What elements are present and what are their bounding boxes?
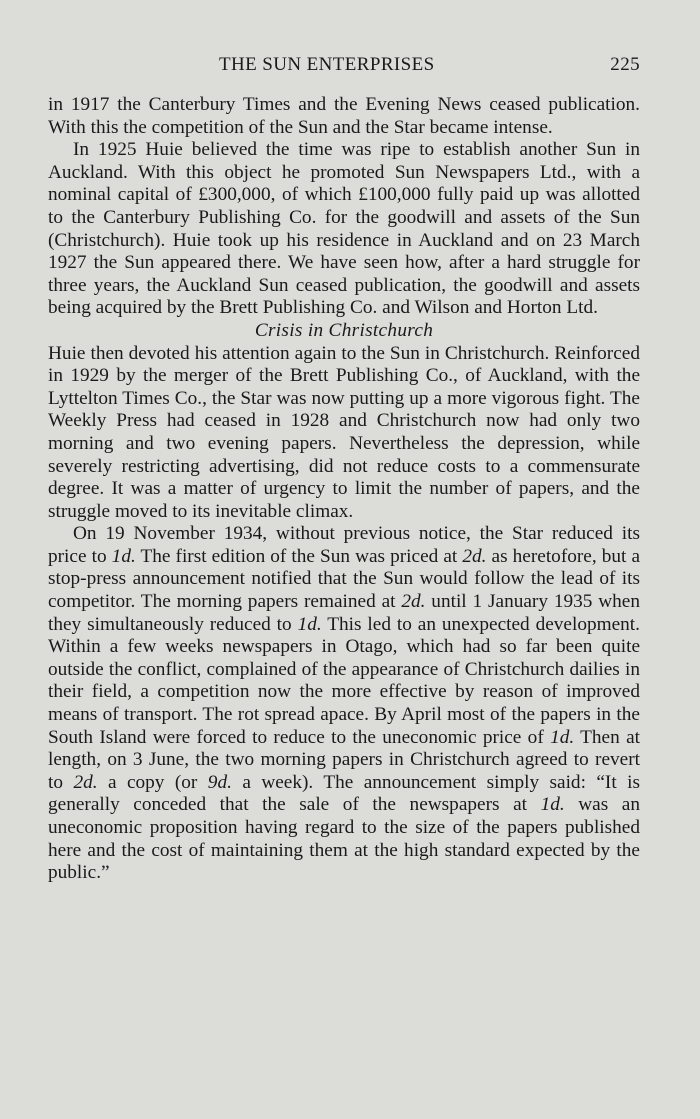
running-head-title: THE SUN ENTERPRISES — [219, 54, 435, 75]
paragraph-price-war: On 19 November 1934, without previous notice, the Star reduced its price to 1d. The first edition of the Sun was priced at 2d. as heretofore, but a stop-press announcement notified that the Sun would follow the lead of its competitor. The morning papers remained at 2d. until 1 January 1935 when they simultaneously reduced to 1d. This led to an unexpected development. Within a few weeks newspapers in Otago, which had so far been quite outside the conflict, complained of the appearance of Christchurch dailies in their field, a competition now the more effective by reason of improved means of transport. The rot spread apace. By April most of the papers in the South Island were forced to reduce to the uneconomic price of 1d. Then at length, on 3 June, the two morning papers in Christchurch agreed to revert to 2d. a copy (or 9d. a week). The announcement simply said: “It is generally conceded that the sale of the newspapers at 1d. was an uneconomic proposition having regard to the size of the papers published here and the cost of maintaining them at the high standard expected by the public.” — [48, 523, 640, 884]
section-heading: Crisis in Christchurch — [254, 319, 434, 341]
currency-amount: 9d. — [207, 771, 232, 793]
currency-amount: 1d. — [297, 613, 322, 635]
page-number: 225 — [610, 54, 640, 75]
currency-amount: 2d. — [462, 545, 487, 567]
currency-amount: 2d. — [401, 591, 426, 613]
paragraph-continued: in 1917 the Canterbury Times and the Evening News ceased publication. With this the competition of the Sun and the Star became intense. — [48, 94, 640, 138]
currency-amount: 1d. — [540, 794, 565, 816]
paragraph-auckland-sun: In 1925 Huie believed the time was ripe to establish another Sun in Auckland. With this object he promoted Sun Newspapers Ltd., with a nominal capital of £300,000, of which £100,000 fully paid up was allotted to the Canterbury Publishing Co. for the goodwill and assets of the Sun (Christchurch). Huie took up his residence in Auckland and on 23 March 1927 the Sun appeared there. We have seen how, after a hard struggle for three years, the Auckland Sun ceased publication, the goodwill and assets being acquired by the Brett Publishing Co. and Wilson and Horton Ltd. — [48, 139, 640, 319]
body-text — [48, 94, 640, 885]
currency-amount: 1d. — [111, 545, 136, 567]
paragraph-crisis: Huie then devoted his attention again to the Sun in Christchurch. Reinforced in 1929 by the merger of the Brett Publishing Co., of Auckland, with the Lyttelton Times Co., the Star was now putting up a more vigorous fight. The Weekly Press had ceased in 1928 and Christchurch now had only two morning and two evening papers. Nevertheless the depression, while severely restricting advertising, did not reduce costs to a commensurate degree. It was a matter of urgency to limit the number of papers, and the struggle moved to its inevitable climax. — [48, 342, 640, 522]
currency-amount: 2d. — [73, 771, 98, 793]
running-head — [48, 54, 640, 80]
book-page — [48, 54, 640, 885]
currency-amount: 1d. — [550, 726, 575, 748]
